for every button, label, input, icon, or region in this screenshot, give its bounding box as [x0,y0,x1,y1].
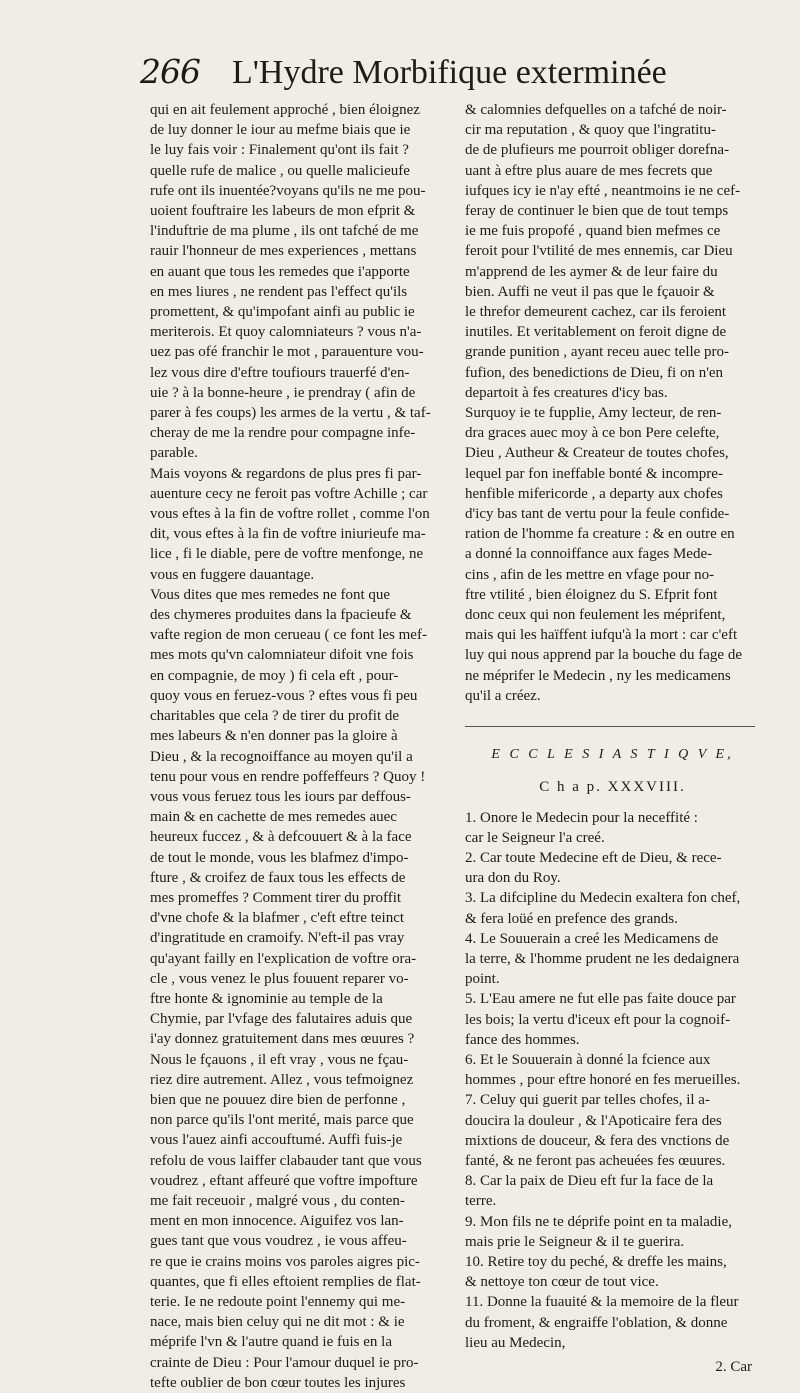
article-line: du froment, & engraiffe l'oblation, & donne [465,1314,728,1331]
text-line: auenture cecy ne feroit pas voftre Achille ; car [150,485,428,502]
text-line: en compagnie, de moy ) fi cela eft , pour- [150,667,399,684]
text-line: ie me fuis propofé , quand bien mefmes ce [465,223,721,240]
page-number: 266 [140,52,200,91]
article-line: 4. Le Souuerain a creé les Medicamens de [465,930,719,947]
text-line: cins , afin de les mettre en vfage pour no- [465,566,715,583]
text-line: main & en cachette de mes remedes auec [150,809,397,826]
text-line: mes promeffes ? Comment tirer du proffit [150,889,402,906]
text-line: vous eftes à la fin de voftre rollet , comme l'on [150,506,430,523]
text-line: henfible mifericorde , a departy aux chofes [465,485,723,502]
text-line: le luy fais voir : Finalement qu'ont ils fait ? [150,142,409,159]
text-line: en mes liures , ne rendent pas l'effect qu'ils [150,283,408,300]
text-line: promettent, & qu'impofant ainfi au public ie [150,304,415,321]
article-line: & nettoye ton cœur de tout vice. [465,1274,659,1291]
text-line: rauir l'honneur de mes experiences , mettans [150,243,417,260]
text-line: vous l'auez ainfi accouftumé. Auffi fuis-je [150,1132,403,1149]
article-line: mixtions de douceur, & fera des vnctions de [465,1132,730,1149]
text-line: uant à eftre plus auare de mes fecrets que [465,162,713,179]
section-divider [465,726,755,727]
text-line: refolu de vous laiffer clabauder tant que vous [150,1152,422,1169]
text-line: ration de l'homme fa creature : & en outre en [465,526,735,543]
article-line: 3. La difcipline du Medecin exaltera fon chef, [465,890,741,907]
text-line: ment en mon innocence. Aiguifez vos lan- [150,1213,404,1230]
text-line: quelle rufe de malice , ou quelle malicieufe [150,162,410,179]
text-line: le threfor demeurent cachez, car ils feroient [465,304,727,321]
article-line: point. [465,971,500,988]
text-line: Dieu , Autheur & Createur de toutes chofes, [465,445,729,462]
text-line: mais qui les haïffent iufqu'à la mort : car c'eft [465,627,738,644]
article-line: 2. Car toute Medecine eft de Dieu, & rece- [465,849,722,866]
article-line: & fera loüé en prefence des grands. [465,910,678,927]
text-line: non parce qu'ils l'ont merité, mais parce que [150,1112,414,1129]
page-header [140,52,760,96]
text-line: tefte oublier de bon cœur toutes les injures [150,1374,406,1391]
article-line: 9. Mon fils ne te déprife point en ta maladie, [465,1213,733,1230]
text-line: d'icy bas tant de vertu pour la feule confide- [465,506,730,523]
text-line: cle , vous venez le plus fouuent reparer vo- [150,970,409,987]
text-line: Nous le fçauons , il eft vray , vous ne fçau- [150,1051,409,1068]
article-line: hommes , pour eftre honoré en fes merueilles. [465,1072,741,1089]
text-line: des chymeres produites dans la fpacieufe & [150,607,412,624]
text-line: Chymie, par l'vfage des falutaires aduis que [150,1011,413,1028]
text-line: luy qui nous apprend par la bouche du fage de [465,647,742,664]
text-line: crainte de Dieu : Pour l'amour duquel ie pro- [150,1354,419,1371]
article-line: ura don du Roy. [465,870,561,887]
text-line: me fait receuoir , malgré vous , du conten- [150,1192,405,1209]
chapter-title: C h a p. XXXVIII. [539,779,686,796]
article-line: 8. Car la paix de Dieu eft fur la face de la [465,1173,714,1190]
article-line: 5. L'Eau amere ne fut elle pas faite douce par [465,991,736,1008]
text-line: rufe ont ils inuentée?voyans qu'ils ne me pou- [150,182,426,199]
text-line: tenu pour vous en rendre poffeffeurs ? Quoy ! [150,768,426,785]
text-line: re que ie crains moins vos paroles aigres pic- [150,1253,420,1270]
text-line: inutiles. Et veritablement on feroit digne de [465,324,727,341]
text-line: mes mots qu'vn calomniateur difoit vne fois [150,647,414,664]
article-line: fanté, & ne feront pas acheuées fes œuures. [465,1152,726,1169]
text-line: a donné la connoiffance aux fages Mede- [465,546,713,563]
text-line: riez dire autrement. Allez , vous tefmoignez [150,1071,414,1088]
right-column-text [465,100,760,706]
text-line: Surquoy ie te fupplie, Amy lecteur, de ren- [465,405,722,422]
section-title: E C C L E S I A S T I Q V E, [491,747,734,763]
text-line: uoient fouftraire les labeurs de mon efprit & [150,203,416,220]
text-line: d'vne chofe & la blafmer , c'eft eftre teinct [150,910,405,927]
text-line: voudrez , eftant affeuré que voftre impofture [150,1172,418,1189]
text-line: ftre vtilité , bien éloignez du S. Efprit font [465,586,718,603]
text-line: gues tant que vous voudrez , ie vous affeu- [150,1233,407,1250]
article-line: 11. Donne la fuauité & la memoire de la fleur [465,1294,739,1311]
text-line: ne méprifer le Medecin , ny les medicamens [465,667,731,684]
text-line: m'apprend de les aymer & de leur faire du [465,263,718,280]
text-line: fufion, des benedictions de Dieu, fi on n'en [465,364,724,381]
text-line: quoy vous en feruez-vous ? eftes vous fi peu [150,687,418,704]
text-line: lequel par fon ineffable bonté & incompre- [465,465,723,482]
article-line: car le Seigneur l'a creé. [465,829,605,846]
text-line: d'ingratitude en cramoify. N'eft-il pas vray [150,930,405,947]
text-line: terie. Ie ne redoute point l'ennemy qui me- [150,1293,406,1310]
text-line: qu'il a créez. [465,687,541,704]
text-line: feroit pour l'vtilité de mes ennemis, car Dieu [465,243,733,260]
text-line: meriterois. Et quoy calomniateurs ? vous n'a- [150,324,422,341]
article-line: mais prie le Seigneur & il te guerira. [465,1233,685,1250]
text-line: parable. [150,445,198,462]
text-line: parer à fes coups) les armes de la vertu , & taf- [150,405,431,422]
text-line: uez pas ofé franchir le mot , parauenture vou- [150,344,424,361]
article-line: les bois; la vertu d'iceux eft pour la cognoif- [465,1011,731,1028]
text-line: grande punition , ayant receu auec telle pro- [465,344,730,361]
text-line: Dieu , & la recognoiffance au moyen qu'il a [150,748,413,765]
text-line: lez vous dire d'eftre toufiours trauerfé d'en- [150,364,410,381]
article-line: terre. [465,1193,497,1210]
text-line: departoit à fes creatures d'icy bas. [465,384,668,401]
article-list [465,808,760,1353]
text-line: vous en fuggere dauantage. [150,566,315,583]
article-line: la terre, & l'homme prudent ne les dedaignera [465,950,740,967]
article-line: lieu au Medecin, [465,1334,566,1351]
text-line: bien. Auffi ne veut il pas que le fçauoir & [465,283,715,300]
article-line: doucira la douleur , & l'Apoticaire fera des [465,1112,722,1129]
text-line: dra graces auec moy à ce bon Pere celefte, [465,425,720,442]
text-line: mes labeurs & n'en donner pas la gloire à [150,728,398,745]
text-line: nace, mais bien celuy qui ne dit mot : & ie [150,1314,405,1331]
text-line: ftre honte & ignominie au temple de la [150,990,383,1007]
text-line: cheray de me la rendre pour compagne infe- [150,425,416,442]
article-line: 7. Celuy qui guerit par telles chofes, il a- [465,1092,710,1109]
text-line: heureux fuccez , & à defcouuert & à la face [150,829,412,846]
text-line: de de plufieurs me pourroit obliger dorefna- [465,142,730,159]
text-line: feray de continuer le bien que de tout temps [465,203,729,220]
article-line: 10. Retire toy du peché, & dreffe les mains, [465,1253,727,1270]
text-line: en auant que tous les remedes que i'apporte [150,263,410,280]
article-line: fance des hommes. [465,1031,580,1048]
text-line: & calomnies defquelles on a tafché de noir- [465,102,727,118]
text-line: lice , fi le diable, pere de voftre menfonge, ne [150,546,424,563]
text-line: iufques icy ie n'ay efté , neantmoins ie ne cef- [465,182,741,199]
article-line: 6. Et le Souuerain à donné la fcience aux [465,1051,711,1068]
text-line: charitables que cela ? de tirer du profit de [150,708,400,725]
text-line: méprife l'vn & l'autre quand ie fuis en la [150,1334,392,1351]
text-line: l'induftrie de ma plume , ils ont tafché de me [150,223,419,240]
text-line: i'ay donnez gratuitement dans mes œuures ? [150,1031,415,1048]
article-line: 1. Onore le Medecin pour la neceffité : [465,809,698,826]
text-line: vafte region de mon cerueau ( ce font les mef- [150,627,427,644]
text-line: de tout le monde, vous les blafmez d'impo- [150,849,409,866]
text-line: cir ma reputation , & quoy que l'ingratitu- [465,122,716,139]
text-line: uie ? à la bonne-heure , ie prendray ( afin de [150,384,416,401]
text-line: dit, vous eftes à la fin de voftre iniurieufe ma- [150,526,426,543]
text-line: donc ceux qui non feulement les méprifent, [465,607,726,624]
text-line: vous vous feruez tous les iours par deffous- [150,788,411,805]
text-line: bien que ne pouuez dire bien de perfonne , [150,1091,406,1108]
text-line: Mais voyons & regardons de plus pres fi par- [150,465,422,482]
text-line: de luy donner le iour au mefme biais que ie [150,122,411,139]
text-line: quantes, que fi elles eftoient remplies de flat- [150,1273,421,1290]
text-line: qu'ayant failly en l'explication de voftre ora- [150,950,417,967]
text-line: Vous dites que mes remedes ne font que [150,586,391,603]
left-column [150,100,458,1393]
text-line: fture , & croifez de faux tous les effects de [150,869,406,886]
running-title: L'Hydre Morbifique exterminée [232,54,667,91]
catchword: 2. Car [715,1358,752,1375]
text-line: qui en ait feulement approché , bien éloignez [150,102,420,118]
right-column [465,100,760,1377]
